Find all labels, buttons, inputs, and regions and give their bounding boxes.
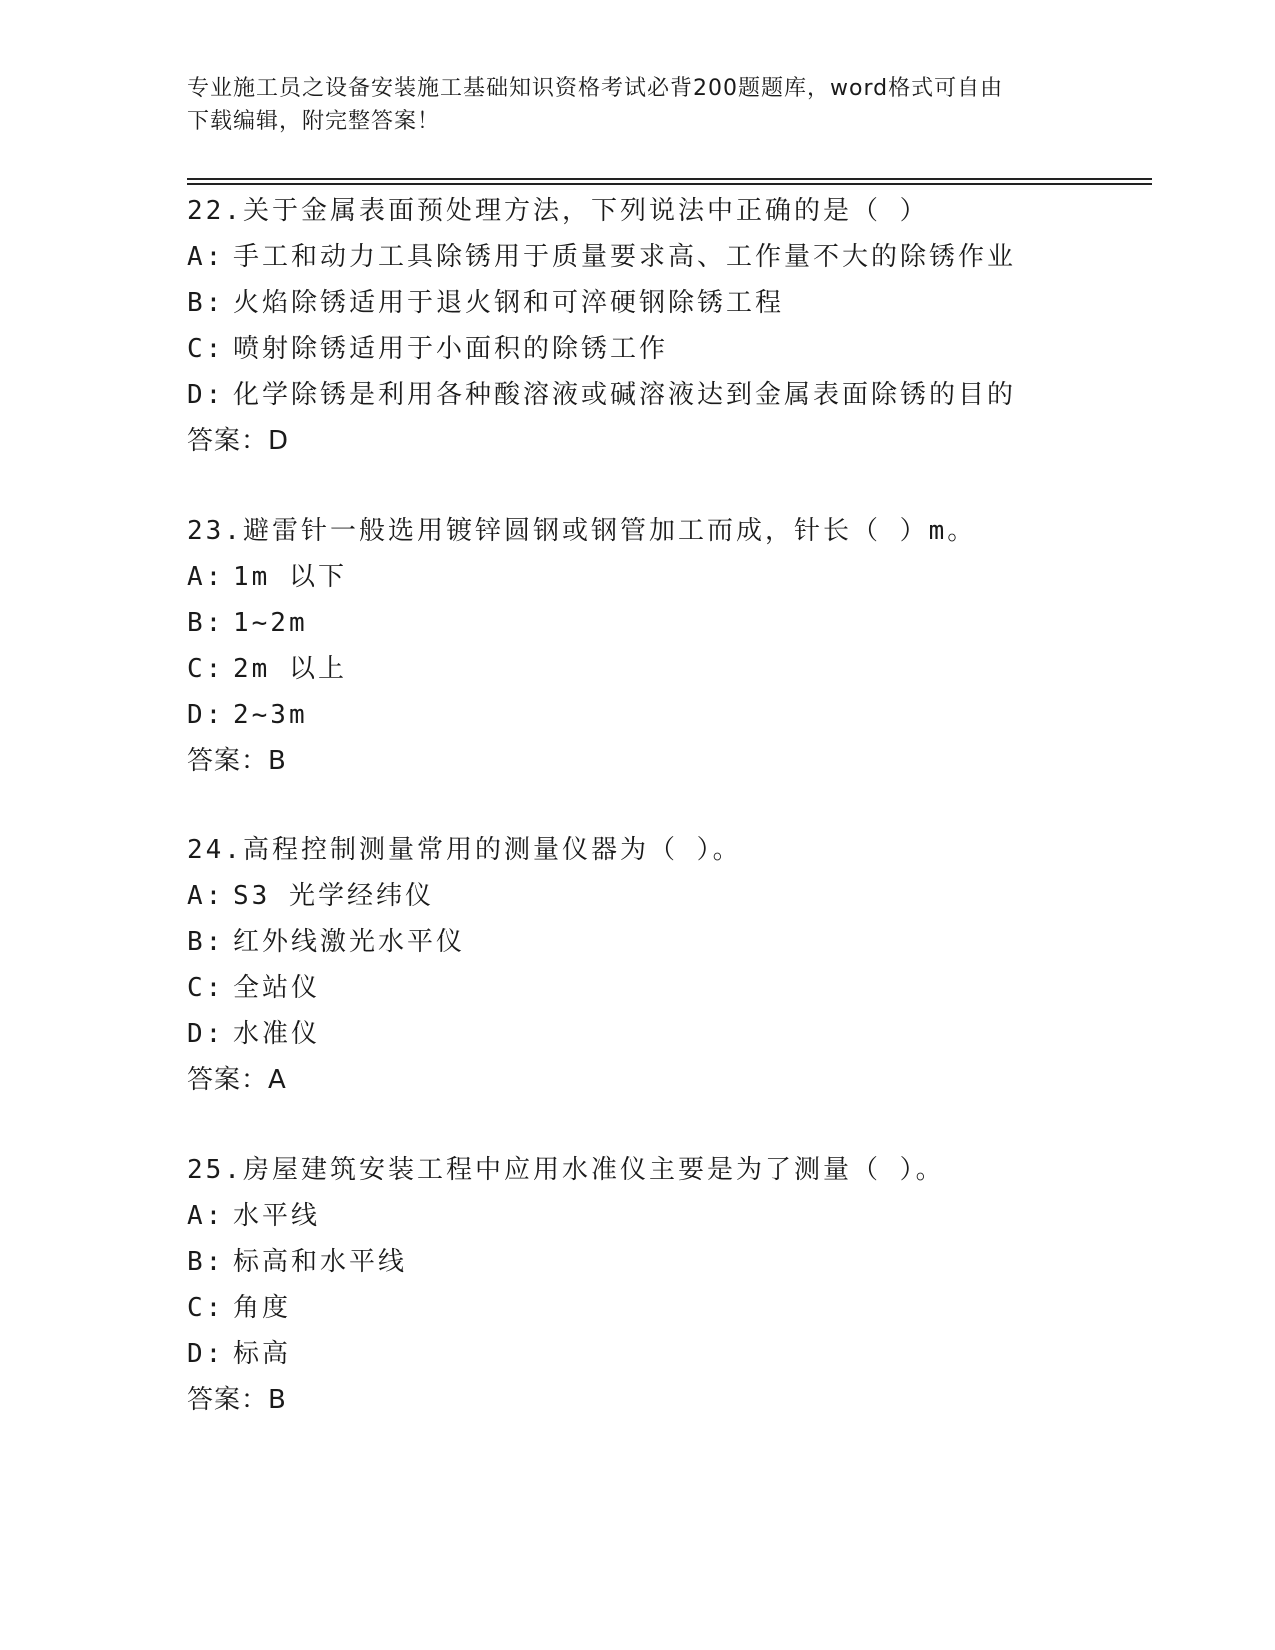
- question-22: [187, 188, 1147, 464]
- question-24: [187, 827, 1147, 1103]
- option-text: 2~3m: [233, 700, 308, 730]
- option-a: [187, 1193, 1147, 1239]
- option-b: [187, 919, 1147, 965]
- option-letter: B:: [187, 288, 225, 318]
- option-letter: B:: [187, 608, 225, 638]
- header-line-1: 专业施工员之设备安装施工基础知识资格考试必背200题题库，word格式可自由: [187, 76, 1004, 101]
- option-letter: A:: [187, 562, 225, 592]
- option-text: 化学除锈是利用各种酸溶液或碱溶液达到金属表面除锈的目的: [233, 380, 1017, 410]
- option-letter: C:: [187, 334, 225, 364]
- option-text: 全站仪: [233, 973, 321, 1003]
- header-divider-top: [187, 178, 1152, 180]
- option-a: [187, 234, 1147, 280]
- question-23: [187, 508, 1147, 784]
- question-stem: 23.避雷针一般选用镀锌圆钢或钢管加工而成，针长（ ）m。: [187, 516, 977, 546]
- answer-line: 答案：D: [187, 426, 290, 456]
- option-a: [187, 873, 1147, 919]
- option-letter: C:: [187, 1293, 225, 1323]
- option-text: 水平线: [233, 1201, 321, 1231]
- question-stem: 24.高程控制测量常用的测量仪器为（ ）。: [187, 835, 742, 865]
- option-text: 标高: [233, 1339, 292, 1369]
- header-line-2: 下载编辑，附完整答案！: [187, 109, 441, 134]
- question-25: [187, 1147, 1147, 1423]
- option-text: 手工和动力工具除锈用于质量要求高、工作量不大的除锈作业: [233, 242, 1017, 272]
- option-letter: C:: [187, 654, 225, 684]
- question-stem: 25.房屋建筑安装工程中应用水准仪主要是为了测量（ ）。: [187, 1155, 945, 1185]
- option-text: 标高和水平线: [233, 1247, 408, 1277]
- question-stem: 22.关于金属表面预处理方法，下列说法中正确的是（ ）: [187, 196, 929, 226]
- option-letter: D:: [187, 1019, 225, 1049]
- option-text: 火焰除锈适用于退火钢和可淬硬钢除锈工程: [233, 288, 785, 318]
- option-a: [187, 554, 1147, 600]
- option-letter: C:: [187, 973, 225, 1003]
- option-text: 角度: [233, 1293, 292, 1323]
- option-letter: B:: [187, 927, 225, 957]
- option-text: 2m 以上: [233, 654, 347, 684]
- option-text: 1m 以下: [233, 562, 347, 592]
- option-text: 喷射除锈适用于小面积的除锈工作: [233, 334, 669, 364]
- option-letter: B:: [187, 1247, 225, 1277]
- answer-line: 答案：B: [187, 1385, 287, 1415]
- option-c: [187, 1285, 1147, 1331]
- header-divider-bottom: [187, 183, 1152, 185]
- option-text: 水准仪: [233, 1019, 321, 1049]
- document-header: [187, 72, 1067, 138]
- option-b: [187, 280, 1147, 326]
- option-letter: D:: [187, 380, 225, 410]
- answer-line: 答案：A: [187, 1065, 287, 1095]
- option-letter: D:: [187, 1339, 225, 1369]
- option-c: [187, 646, 1147, 692]
- option-d: [187, 1331, 1147, 1377]
- option-c: [187, 326, 1147, 372]
- option-d: [187, 692, 1147, 738]
- option-letter: D:: [187, 700, 225, 730]
- option-b: [187, 600, 1147, 646]
- option-letter: A:: [187, 1201, 225, 1231]
- option-d: [187, 372, 1147, 418]
- option-letter: A:: [187, 242, 225, 272]
- option-b: [187, 1239, 1147, 1285]
- option-letter: A:: [187, 881, 225, 911]
- option-text: 1~2m: [233, 608, 308, 638]
- option-d: [187, 1011, 1147, 1057]
- option-text: 红外线激光水平仪: [233, 927, 466, 957]
- option-text: S3 光学经纬仪: [233, 881, 434, 911]
- option-c: [187, 965, 1147, 1011]
- answer-line: 答案：B: [187, 746, 287, 776]
